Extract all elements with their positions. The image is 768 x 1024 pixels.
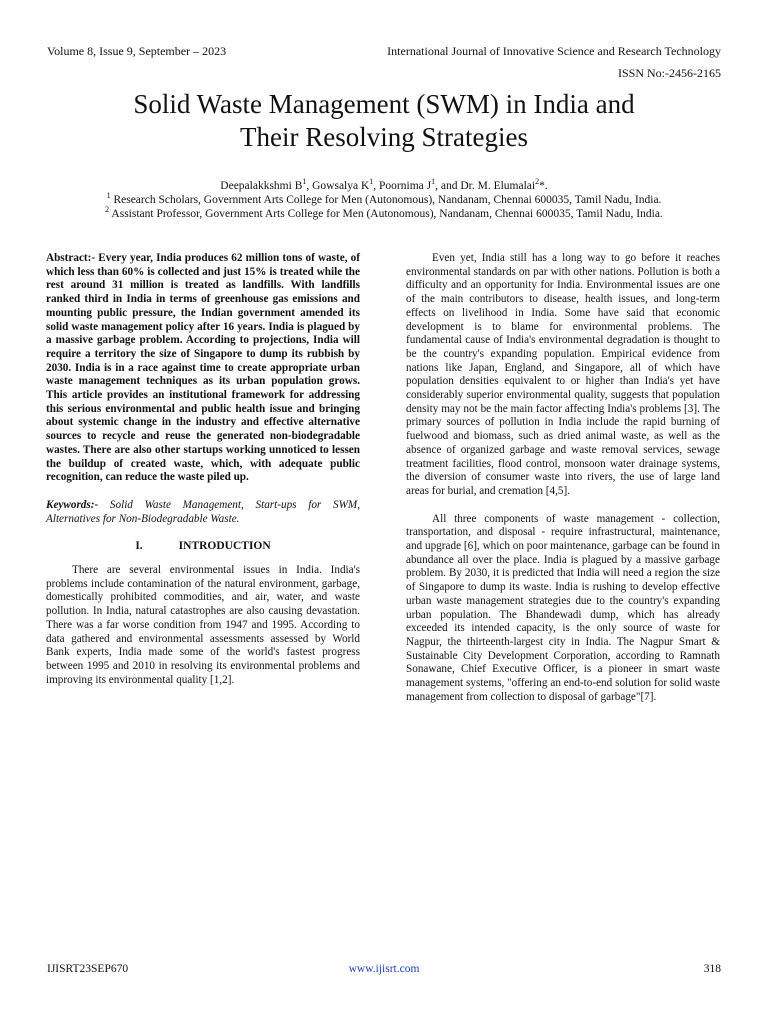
affiliation-1-mark: 1 (106, 191, 111, 201)
paper-title-line1: Solid Waste Management (SWM) in India and (133, 89, 635, 119)
affiliation-1-text: Research Scholars, Government Arts College for Men (Autonomous), Nandanam, Chennai 600035, Tamil Nadu, India. (110, 194, 662, 206)
journal-volume: Volume 8, Issue 9, September – 2023 (47, 44, 227, 58)
keywords-label: Keywords:- (46, 498, 99, 511)
intro-paragraph: There are several environmental issues in India. India's problems include contamination of the natural environment, garbage, domestically prohibited commodities, and air, water, and waste pollution. In India, natural catastrophes are also causing devastation. There was a far worse condition from 1947 and 1995. According to data gathered and environmental assessments assessed by World Bank experts, India made some of the world's fastest progress between 1995 and 2010 in resolving its environmental problems and improving its environmental quality [1,2]. (46, 564, 360, 686)
paper-title-line2: Their Resolving Strategies (240, 122, 528, 152)
author-2-affiliation: 1 (369, 177, 374, 187)
affiliation-2-text: Assistant Professor, Government Arts College for Men (Autonomous), Nandanam, Chennai 600035, Tamil Nadu, India. (109, 208, 663, 220)
affiliation-2-mark: 2 (105, 205, 110, 215)
body-paragraph-2: All three components of waste management - collection, transportation, and disposal - require infrastructural, maintenance, and upgrade [6], which on poor maintenance, garbage can be found in abundance all over the place. India is plagued by a massive garbage problem. By 2030, it is predicted that India will need a region the size of Singapore to dump its waste. India is rushing to develop effective urban waste management strategies due to the country's expanding urban population. The Bhandewadi dump, which has already exceeded its intended capacity, is the only source of waste for Nagpur, the thirteenth-largest city in India. The Nagpur Smart & Sustainable City Development Corporation, according to Ramnath Sonawane, Chief Executive Officer, is a pioneer in smart waste management systems, "offering an end-to-end solution for solid waste management from collection to disposal of garbage"[7]. (406, 512, 720, 703)
affiliation-2 (40, 205, 728, 220)
author-3: , Poornima J (373, 180, 432, 192)
author-1: Deepalakkshmi B (220, 180, 303, 192)
author-3-affiliation: 1 (431, 177, 436, 187)
paper-title (60, 88, 708, 154)
author-1-affiliation: 1 (302, 177, 307, 187)
author-4-mark: *. (539, 180, 548, 192)
footer-page-number: 318 (703, 963, 721, 975)
left-column (46, 252, 360, 687)
keywords (46, 499, 360, 526)
right-column (406, 252, 720, 705)
section-number: I. (135, 540, 143, 553)
section-heading (46, 540, 360, 554)
author-2: , Gowsalya K (306, 180, 370, 192)
abstract: Abstract:- Every year, India produces 62 million tons of waste, of which less than 60% is collected and just 15% is treated while the rest around 31 million is treated as landfills. With landfills ranked third in India in terms of greenhouse gas emissions and mounting public pressure, the Indian government amended its solid waste management policy after 16 years. India is plagued by a massive garbage problem. According to projections, India will require a territory the size of Singapore to dump its rubbish by 2030. India is in a race against time to create appropriate urban waste management techniques as its urban population grows. This article provides an institutional framework for addressing this serious environmental and public health issue and bringing about systemic change in the industry and effective alternative sources to recycle and reuse the generated non-biodegradable wastes. There are also other startups working unnoticed to lessen the buildup of created waste, which, with adequate public recognition, can reduce the waste piled up. (46, 252, 360, 484)
body-paragraph-1: Even yet, India still has a long way to go before it reaches environmental standards on par with other nations. Pollution is both a difficulty and an opportunity for India. Environmental issues are one of the main contributors to disease, health issues, and long-term effects on livelihood in India. Some have said that economic development is to blame for environmental problems. The fundamental cause of India's environmental degradation is thought to be the country's expanding population. Empirical evidence from nations like Japan, England, and Singapore, all of which have population densities equivalent to or higher than India's yet have considerably superior environmental quality, suggests that population density may not be the main factor affecting India's problems [3]. The primary sources of pollution in India include the rapid burning of fuelwood and biomass, such as dried animal waste, as well as the absence of organized garbage and waste removal services, sewage treatment facilities, flood control, monsoon water drainage systems, the diversion of consumer waste into rivers, the use of large land areas for burial, and cremation [4,5]. (406, 252, 720, 497)
author-list (40, 177, 728, 192)
author-4-affiliation: 2 (535, 177, 540, 187)
footer-paper-code: IJISRT23SEP670 (47, 963, 129, 975)
journal-name: International Journal of Innovative Science and Research Technology (387, 44, 721, 58)
affiliation-1 (40, 191, 728, 206)
journal-issn: ISSN No:-2456-2165 (617, 66, 721, 80)
keywords-text: Solid Waste Management, Start-ups for SWM, Alternatives for Non-Biodegradable Waste. (46, 498, 360, 525)
footer-website-link[interactable]: www.ijisrt.com (348, 963, 420, 975)
section-title: INTRODUCTION (178, 540, 271, 553)
author-4: , and Dr. M. Elumalai (435, 180, 536, 192)
